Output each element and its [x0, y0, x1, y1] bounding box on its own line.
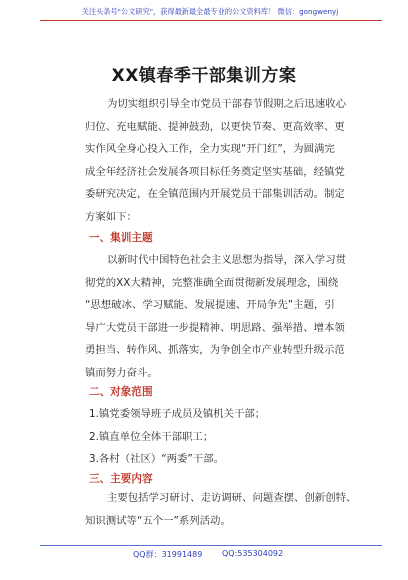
theme-line: 导广大党员干部进一步提精神、明思路、强举措、增本领 [85, 321, 345, 334]
footer-qq-group: QQ群：31991489 [133, 550, 203, 559]
theme-line: “思想破冰、学习赋能、发展提速、开局争先”主题，引 [85, 299, 335, 311]
header-divider [40, 20, 382, 21]
intro-line: 委研究决定，在全镇范围内开展党员干部集训活动。制定 [85, 188, 345, 200]
content-line: 主要包括学习研讨、走访调研、问题查摆、创新创特、 [107, 492, 357, 504]
intro-line: 成全年经济社会发展各项目标任务奠定坚实基础，经镇党 [85, 165, 345, 178]
section-heading-content: 三、主要内容 [89, 473, 153, 485]
intro-line: 实作风全身心投入工作，全力实现“开门红”，为圆满完 [85, 143, 335, 155]
theme-line: 以新时代中国特色社会主义思想为指导，深入学习贯 [107, 254, 346, 266]
scope-item: 1.镇党委领导班子成员及镇机关干部； [89, 408, 266, 420]
intro-paragraph [85, 93, 355, 228]
theme-paragraph [85, 249, 355, 384]
scope-item: 3.各村（社区）“两委”干部。 [89, 453, 224, 465]
intro-line: 归位、充电赋能、提神鼓劲，以更快节奏、更高效率、更 [85, 120, 345, 133]
section-heading-scope: 二、对象范围 [89, 386, 153, 398]
section-heading-theme: 一、集训主题 [89, 232, 153, 244]
header-banner: 关注头条号"公文研究"，获得最新最全最专业的公文资料库！ 微信：gongwenyj [81, 7, 339, 16]
footer-divider [40, 545, 382, 546]
content-paragraph [85, 487, 355, 532]
theme-line: 彻党的XX大精神，完整准确全面贯彻新发展理念，围绕 [85, 276, 339, 289]
theme-line: 勇担当、转作风、抓落实，为争创全市产业转型升级示范 [85, 344, 345, 356]
theme-line: 镇而努力奋斗。 [85, 366, 158, 379]
document-title: XX镇春季干部集训方案 [111, 66, 297, 86]
footer-qq: QQ:535304092 [222, 549, 284, 558]
intro-line: 方案如下： [85, 210, 137, 223]
intro-line: 为切实组织引导全市党员干部春节假期之后迅速收心 [107, 98, 346, 110]
scope-item: 2.镇直单位全体干部职工； [89, 431, 214, 443]
content-line: 知识测试等“五个一”系列活动。 [85, 514, 231, 527]
